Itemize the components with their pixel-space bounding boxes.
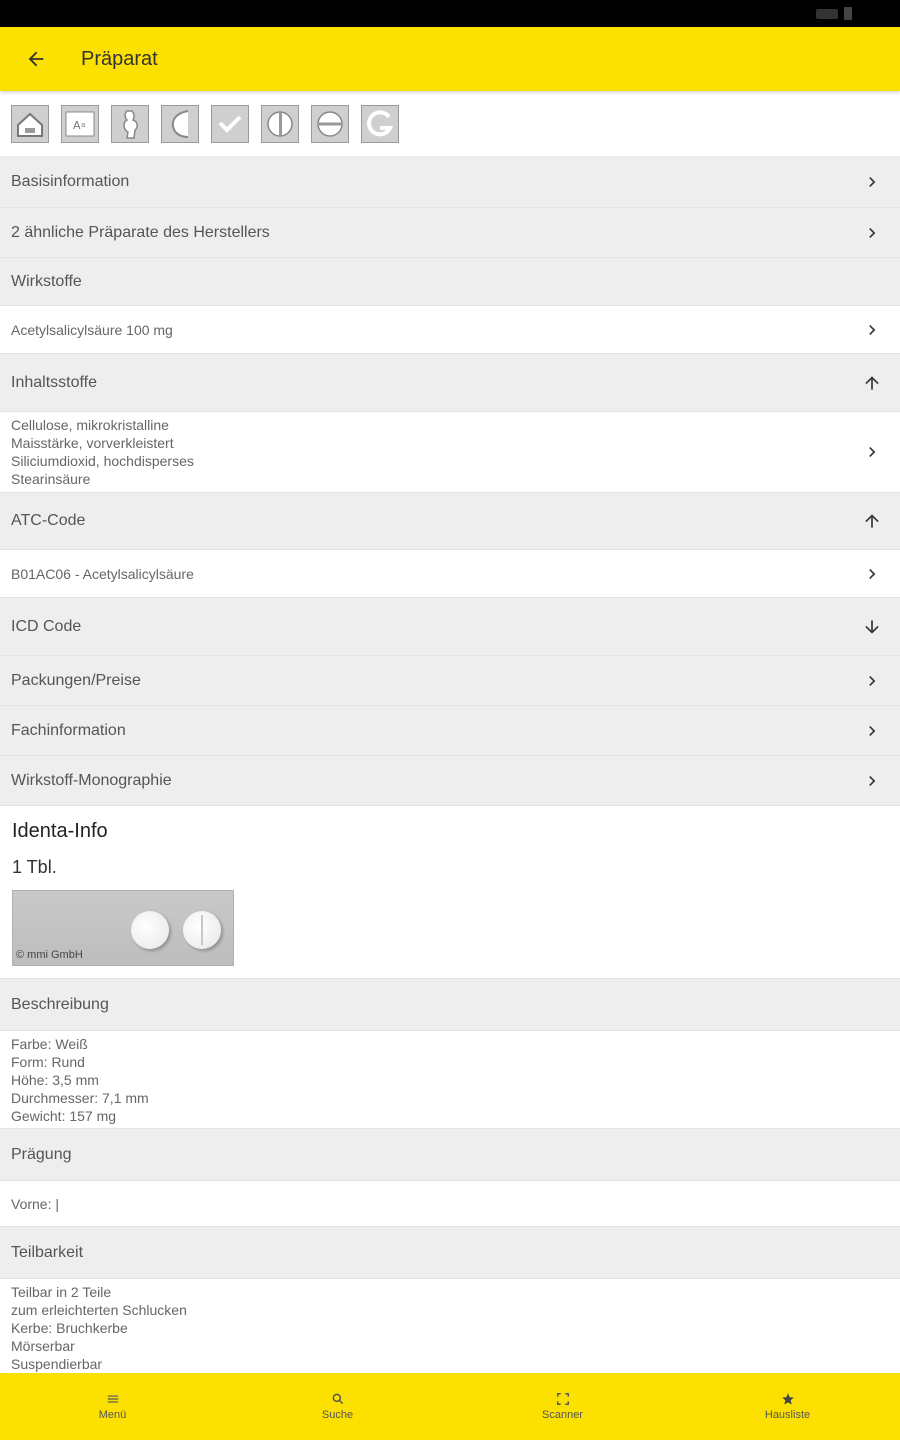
inhaltsstoffe-lines (11, 416, 194, 488)
chevron-right-icon (862, 564, 882, 584)
identa-title: Identa-Info (12, 820, 108, 842)
identa-subtitle: 1 Tbl. (12, 857, 57, 877)
chevron-right-icon (862, 721, 882, 741)
section-label: Wirkstoffe (11, 272, 82, 290)
detail-line: Teilbar in 2 Teile (11, 1284, 112, 1300)
chevron-right-icon (862, 172, 882, 192)
chevron-right-icon (862, 771, 882, 791)
section-label: Prägung (11, 1145, 72, 1163)
nav-label: Hausliste (764, 1409, 811, 1421)
nav-hausliste[interactable] (675, 1373, 900, 1440)
arrow-up-icon (862, 511, 882, 531)
row-label: Wirkstoff-Monographie (11, 771, 172, 789)
page-title: Präparat (81, 47, 158, 70)
praegung-details (0, 1181, 900, 1227)
detail-line: Gewicht: 157 mg (11, 1107, 117, 1124)
svg-text:A: A (73, 118, 81, 132)
detail-line: Farbe: Weiß (11, 1035, 88, 1052)
list-item: Cellulose, mikrokristalline (11, 417, 169, 433)
pill-image[interactable] (12, 890, 234, 966)
section-header-teilbarkeit (0, 1227, 900, 1279)
identa-info-card (0, 806, 900, 979)
row-monographie[interactable] (0, 756, 900, 806)
app-bar (0, 27, 900, 91)
row-label: 2 ähnliche Präparate des Herstellers (11, 223, 270, 241)
text-size-icon[interactable] (61, 105, 99, 143)
section-label: ATC-Code (11, 512, 86, 529)
teilbarkeit-details (0, 1279, 900, 1373)
arrow-down-icon (862, 617, 882, 637)
chevron-right-icon (862, 442, 882, 462)
nav-menu[interactable] (0, 1373, 225, 1440)
arrow-up-icon (862, 373, 882, 393)
section-label: Beschreibung (11, 995, 109, 1013)
score-line-icon[interactable] (311, 105, 349, 143)
star-icon (781, 1392, 795, 1406)
detail-line: Höhe: 3,5 mm (11, 1071, 99, 1088)
row-atc-item[interactable] (0, 550, 900, 598)
row-label: Fachinformation (11, 721, 126, 739)
row-label: Basisinformation (11, 172, 130, 190)
scanner-icon (556, 1392, 570, 1406)
chevron-right-icon (862, 320, 882, 340)
detail-line: Form: Rund (11, 1053, 85, 1070)
row-similar-products[interactable] (0, 208, 900, 258)
battery-icon (844, 7, 852, 20)
beschreibung-lines (11, 1035, 149, 1125)
list-item: Siliciumdioxid, hochdisperses (11, 453, 194, 469)
section-header-icd[interactable] (0, 598, 900, 656)
svg-text:a: a (81, 120, 86, 129)
section-label: ICD Code (11, 617, 82, 635)
pregnancy-icon[interactable] (111, 105, 149, 143)
divisible-tablet-icon[interactable] (261, 105, 299, 143)
detail-line: Durchmesser: 7,1 mm (11, 1089, 149, 1106)
status-bar (0, 0, 900, 27)
detail-line: Suspendierbar (11, 1356, 103, 1372)
chevron-right-icon (862, 223, 882, 243)
content-scroll[interactable] (0, 91, 900, 1373)
pill-front (131, 911, 169, 949)
section-header-wirkstoffe (0, 258, 900, 306)
section-header-praegung (0, 1129, 900, 1181)
check-icon[interactable] (211, 105, 249, 143)
section-label: Teilbarkeit (11, 1243, 84, 1261)
detail-line: Mörserbar (11, 1338, 75, 1354)
pictogram-strip (0, 91, 900, 156)
bottom-navigation (0, 1373, 900, 1440)
teilbarkeit-lines (11, 1283, 187, 1373)
pill-back (183, 911, 221, 949)
section-label: Inhaltsstoffe (11, 373, 97, 391)
section-header-atc[interactable] (0, 493, 900, 550)
chevron-right-icon (862, 671, 882, 691)
arrow-left-icon (25, 48, 47, 70)
row-label: Packungen/Preise (11, 671, 141, 689)
nav-label: Suche (321, 1409, 354, 1421)
home-care-icon[interactable] (11, 105, 49, 143)
list-item: Stearinsäure (11, 471, 91, 487)
search-icon (331, 1392, 345, 1406)
atc-value: B01AC06 - Acetylsalicylsäure (11, 565, 194, 582)
nav-label: Scanner (542, 1409, 583, 1421)
image-copyright: © mmi GmbH (16, 949, 83, 961)
g-logo-icon[interactable] (361, 105, 399, 143)
detail-line: Vorne: | (11, 1195, 60, 1212)
status-icons (816, 7, 852, 20)
detail-line: Kerbe: Bruchkerbe (11, 1320, 128, 1336)
detail-line: zum erleichterten Schlucken (11, 1302, 187, 1318)
section-header-inhaltsstoffe[interactable] (0, 354, 900, 412)
row-fachinformation[interactable] (0, 706, 900, 756)
list-item: Maisstärke, vorverkleistert (11, 435, 174, 451)
row-basisinformation[interactable] (0, 156, 900, 208)
menu-icon (106, 1392, 120, 1406)
row-packungen[interactable] (0, 656, 900, 706)
nav-label: Menü (98, 1409, 127, 1421)
row-inhaltsstoffe-list[interactable] (0, 412, 900, 493)
signal-icon (816, 9, 838, 19)
nav-scanner[interactable] (450, 1373, 675, 1440)
back-button[interactable] (0, 27, 72, 91)
breastfeeding-icon[interactable] (161, 105, 199, 143)
nav-search[interactable] (225, 1373, 450, 1440)
beschreibung-details (0, 1031, 900, 1129)
section-header-beschreibung (0, 979, 900, 1031)
wirkstoff-value: Acetylsalicylsäure 100 mg (11, 321, 173, 338)
row-wirkstoff-item[interactable] (0, 306, 900, 354)
